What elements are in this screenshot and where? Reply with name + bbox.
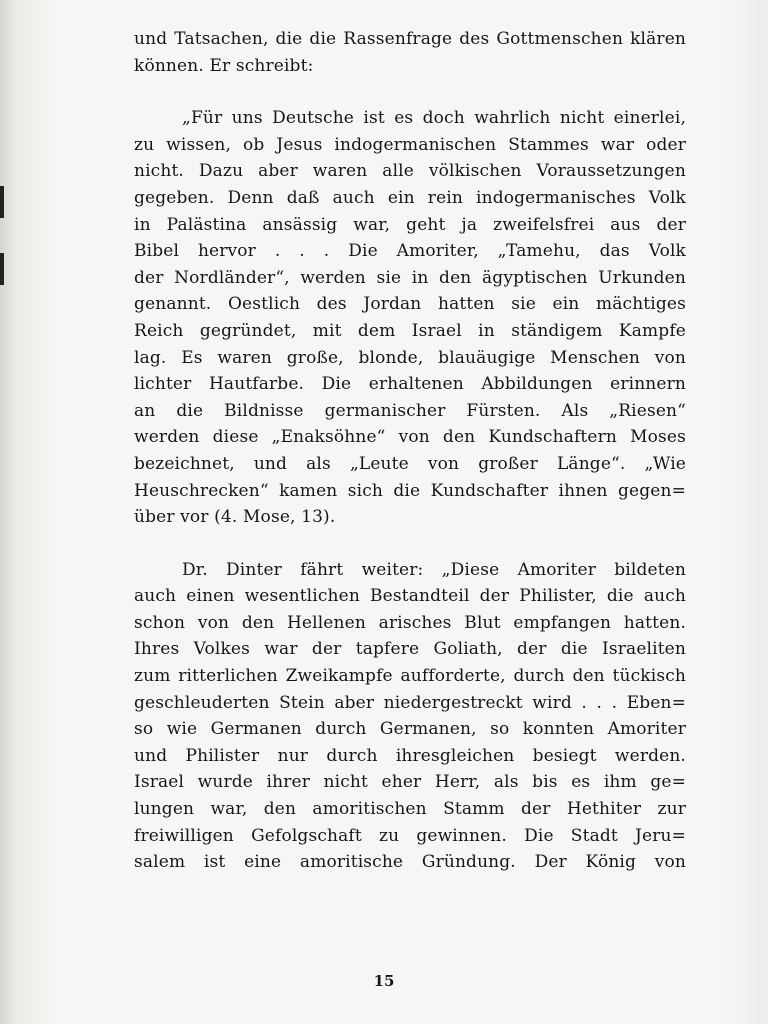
- text-line: lag. Es waren große, blonde, blauäugige Menschen von: [134, 347, 686, 368]
- text-line: werden diese „Enaksöhne“ von den Kundschaftern Moses: [134, 427, 686, 448]
- text-line: der Nordländer“, werden sie in den ägyptischen Urkunden: [134, 267, 686, 288]
- page-number: 15: [373, 972, 395, 990]
- text-line: an die Bildnisse germanischer Fürsten. Als „Riesen“: [134, 400, 686, 421]
- text-line: können. Er schreibt:: [134, 55, 314, 76]
- text-line: geschleuderten Stein aber niedergestreckt wird . . . Eben=: [134, 692, 686, 713]
- text-line: auch einen wesentlichen Bestandteil der Philister, die auch: [134, 586, 686, 607]
- text-line: Ihres Volkes war der tapfere Goliath, der die Israeliten: [134, 639, 686, 660]
- text-line: Reich gegründet, mit dem Israel in ständigem Kampfe: [134, 320, 686, 341]
- text-line: und Tatsachen, die die Rassenfrage des Gottmenschen klären: [134, 29, 686, 49]
- text-line: gegeben. Denn daß auch ein rein indogermanisches Volk: [134, 187, 686, 208]
- text-line: genannt. Oestlich des Jordan hatten sie ein mächtiges: [134, 294, 686, 315]
- page-edge-mark: [0, 253, 4, 285]
- text-line: Heuschrecken“ kamen sich die Kundschafter ihnen gegen=: [134, 480, 686, 501]
- text-line: schon von den Hellenen arisches Blut empfangen hatten.: [134, 612, 686, 633]
- text-line: freiwilligen Gefolgschaft zu gewinnen. Die Stadt Jeru=: [134, 825, 686, 846]
- text-line: nicht. Dazu aber waren alle völkischen Voraussetzungen: [134, 161, 686, 182]
- text-line: „Für uns Deutsche ist es doch wahrlich nicht einerlei,: [182, 108, 686, 129]
- text-line: Israel wurde ihrer nicht eher Herr, als bis es ihm ge=: [134, 772, 686, 793]
- text-line: in Palästina ansässig war, geht ja zweifelsfrei aus der: [134, 214, 686, 235]
- text-line: zum ritterlichen Zweikampfe aufforderte, durch den tückisch: [134, 666, 686, 687]
- text-line: so wie Germanen durch Germanen, so konnten Amoriter: [134, 719, 686, 740]
- text-line: lungen war, den amoritischen Stamm der Hethiter zur: [134, 799, 686, 820]
- text-line: Dr. Dinter fährt weiter: „Diese Amoriter bildeten: [182, 559, 686, 580]
- text-line: und Philister nur durch ihresgleichen besiegt werden.: [134, 745, 686, 766]
- text-line: lichter Hautfarbe. Die erhaltenen Abbildungen erinnern: [134, 374, 686, 395]
- page-edge-mark: [0, 186, 4, 218]
- body-text: [134, 26, 686, 876]
- text-line: Bibel hervor . . . Die Amoriter, „Tamehu, das Volk: [134, 241, 686, 262]
- text-line: über vor (4. Mose, 13).: [134, 507, 336, 528]
- text-line: bezeichnet, und als „Leute von großer Länge“. „Wie: [134, 453, 686, 474]
- text-line: zu wissen, ob Jesus indogermanischen Stammes war oder: [134, 134, 686, 155]
- text-line: salem ist eine amoritische Gründung. Der König von: [134, 852, 686, 873]
